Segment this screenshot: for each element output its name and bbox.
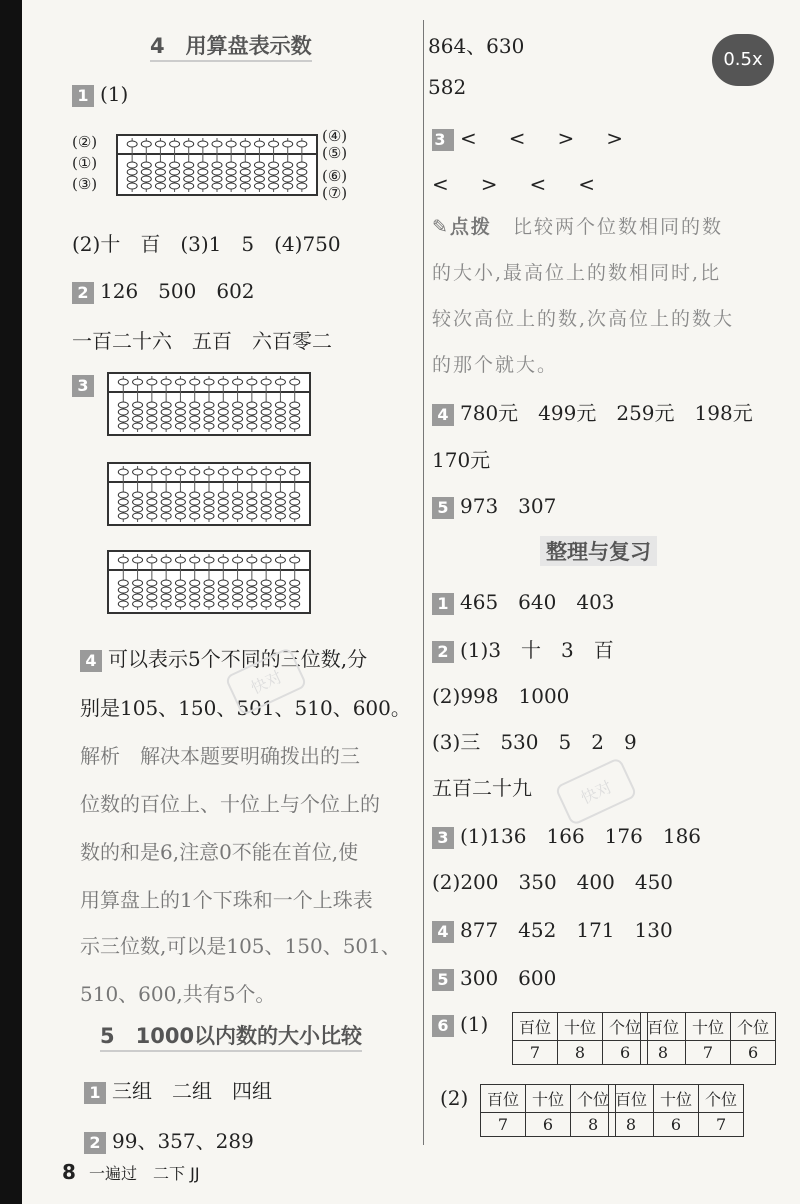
tip-line2: 的大小,最高位上的数相同时,比 <box>432 262 722 284</box>
r-line1: 864、630 <box>428 34 525 58</box>
rv-q6-number: 6 <box>432 1015 454 1037</box>
label-5: (⑤) <box>322 144 348 162</box>
s5-q1: 1 三组 二组 四组 <box>84 1075 272 1104</box>
rv-q4-number: 4 <box>432 921 454 943</box>
q3 <box>72 372 100 397</box>
analysis-line6: 510、600,共有5个。 <box>80 982 276 1006</box>
r-line2: 582 <box>428 75 467 99</box>
abacus-q3-b <box>107 462 311 526</box>
rv-q5-number: 5 <box>432 969 454 991</box>
r-q4b: 170元 <box>432 448 491 472</box>
rv-q1-number: 1 <box>432 593 454 615</box>
q1-part2: (2)十 百 (3)1 5 (4)750 <box>72 232 341 256</box>
tip-line4: 的那个就大。 <box>432 354 559 376</box>
page-number: 8 <box>62 1160 76 1184</box>
r-q5-number: 5 <box>432 497 454 519</box>
s5-q1-number: 1 <box>84 1082 106 1104</box>
footer <box>62 1160 200 1184</box>
label-2: (②) <box>72 133 98 151</box>
place-value-table-1: 百位 十位 个位 7 8 6 <box>512 1012 648 1065</box>
rv-q3b: (2)200 350 400 450 <box>432 870 674 894</box>
place-value-table-2: 百位 十位 个位 8 7 6 <box>640 1012 776 1065</box>
rv-q2-number: 2 <box>432 641 454 663</box>
abacus-q3-c <box>107 550 311 614</box>
rv-q5: 5 300 600 <box>432 962 556 991</box>
q2-words: 一百二十六 五百 六百零二 <box>72 329 332 353</box>
watermark-logo: 快对 <box>224 647 307 716</box>
abacus-q1-svg <box>118 136 316 194</box>
abacus-q1 <box>116 134 318 196</box>
abacus-left-labels <box>72 132 97 195</box>
tip-line1: ✎点拨 比较两个位数相同的数 <box>432 216 723 238</box>
rv-q4: 4 877 452 171 130 <box>432 914 673 943</box>
place-value-table-4: 百位 十位 个位 8 6 7 <box>608 1084 744 1137</box>
rv-q6a: 6 (1) <box>432 1012 488 1037</box>
tip-label: ✎点拨 <box>432 216 492 238</box>
watermark-logo-2: 快对 <box>554 757 637 826</box>
column-divider <box>423 20 424 1145</box>
rv-q2b: (2)998 1000 <box>432 684 570 708</box>
footer-text: 一遍过 二下 JJ <box>89 1164 200 1183</box>
abacus-q3-a <box>107 372 311 436</box>
r-q4a: 4 780元 499元 259元 198元 <box>432 397 753 426</box>
label-3: (③) <box>72 175 98 193</box>
section-title-4: 4 用算盘表示数 <box>150 30 312 62</box>
analysis-line4: 用算盘上的1个下珠和一个上珠表 <box>80 888 373 912</box>
analysis-line5: 示三位数,可以是105、150、501、 <box>80 934 401 958</box>
analysis-line3: 数的和是6,注意0不能在首位,使 <box>80 840 359 864</box>
s5-q2-number: 2 <box>84 1132 106 1154</box>
r-q3a: 3 < < > > <box>432 122 629 151</box>
q2: 2 126 500 602 <box>72 275 255 304</box>
rv-q6b: (2) <box>440 1086 469 1110</box>
q1-number: 1 <box>72 85 94 107</box>
analysis-line1: 解析 解决本题要明确拨出的三 <box>80 744 360 768</box>
r-q4-number: 4 <box>432 404 454 426</box>
label-4: (④) <box>322 127 348 145</box>
q4-number: 4 <box>80 650 102 672</box>
s5-q2: 2 99、357、289 <box>84 1125 254 1154</box>
q4-line1: 4 可以表示5个不同的三位数,分 <box>80 643 367 672</box>
r-q3b: < > < < <box>432 172 602 196</box>
r-q5: 5 973 307 <box>432 490 556 519</box>
q3-number: 3 <box>72 375 94 397</box>
zoom-badge[interactable]: 0.5x <box>712 34 774 86</box>
place-value-table-3: 百位 十位 个位 7 6 8 <box>480 1084 616 1137</box>
rv-q2d: 五百二十九 <box>432 776 532 800</box>
label-1: (①) <box>72 154 98 172</box>
abacus-right-labels <box>322 128 347 202</box>
r-q3-number: 3 <box>432 129 454 151</box>
rv-q3-number: 3 <box>432 827 454 849</box>
rv-q3a: 3 (1)136 166 176 186 <box>432 820 701 849</box>
rv-q1: 1 465 640 403 <box>432 586 615 615</box>
tip-line3: 较次高位上的数,次高位上的数大 <box>432 308 735 330</box>
q4-line2: 别是105、150、501、510、600。 <box>80 696 411 720</box>
label-7: (⑦) <box>322 184 348 202</box>
section-title-5: 5 1000以内数的大小比较 <box>100 1020 362 1052</box>
q1-part1: 1 (1) <box>72 82 128 107</box>
q2-number: 2 <box>72 282 94 304</box>
rv-q2a: 2 (1)3 十 3 百 <box>432 634 614 663</box>
rv-q2c: (3)三 530 5 2 9 <box>432 730 637 754</box>
label-6: (⑥) <box>322 167 348 185</box>
analysis-line2: 位数的百位上、十位上与个位上的 <box>80 792 380 816</box>
left-edge-bar <box>0 0 22 1204</box>
section-title-review: 整理与复习 <box>540 536 657 566</box>
